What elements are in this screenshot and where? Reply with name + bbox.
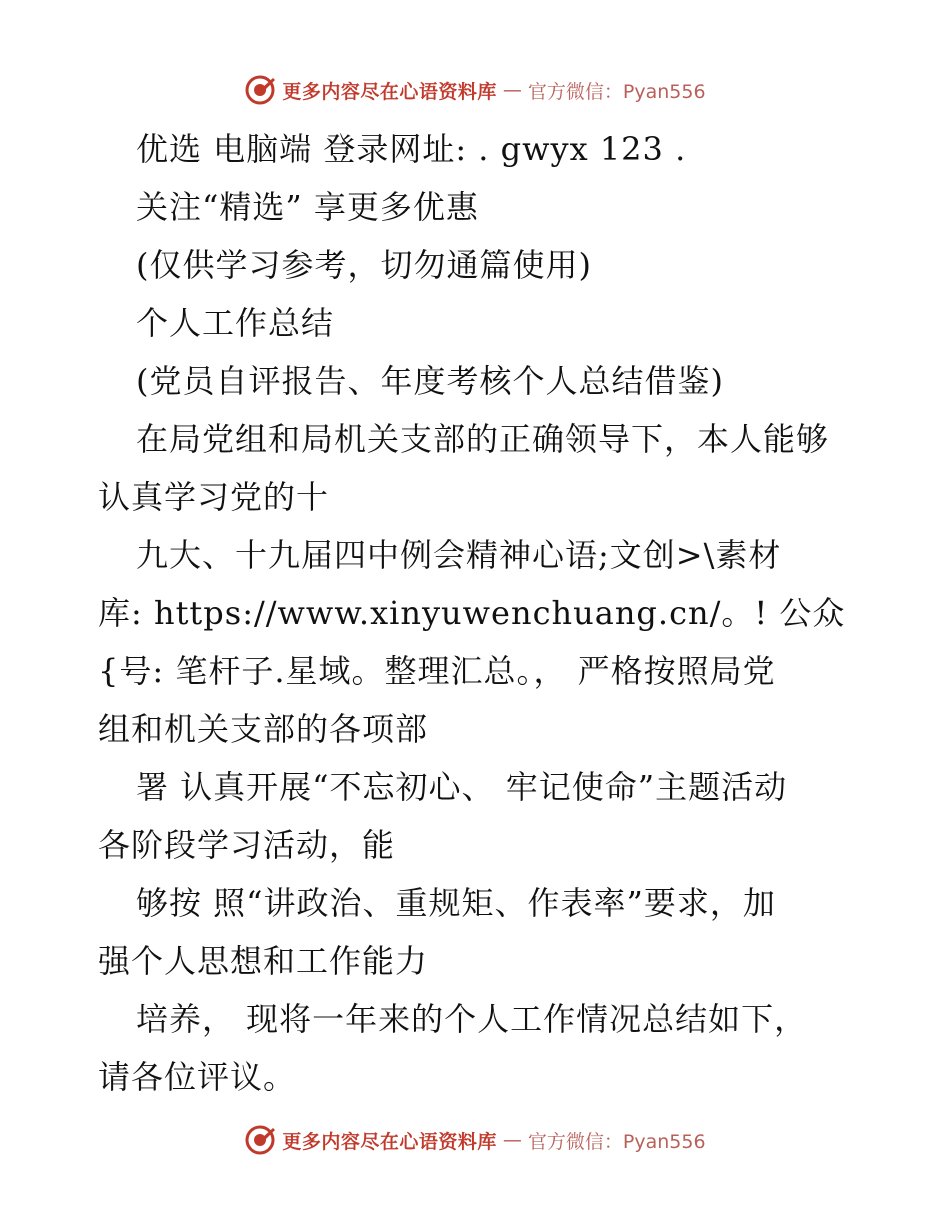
- doc-line: 认真学习党的十: [98, 478, 330, 516]
- doc-line: 请各位评议。: [98, 1058, 297, 1096]
- banner-separator: —: [502, 1129, 522, 1151]
- doc-line: 在局党组和局机关支部的正确领导下，本人能够: [136, 420, 830, 458]
- doc-line: (仅供学习参考，切勿通篇使用): [136, 246, 592, 284]
- doc-line: 关注“精选” 享更多优惠: [136, 188, 479, 226]
- red-circle-pen-logo-icon: [244, 1124, 276, 1156]
- doc-subtitle: (党员自评报告、年度考核个人总结借鉴): [136, 362, 724, 400]
- doc-line: 强个人思想和工作能力: [98, 942, 429, 980]
- banner-main-text: 更多内容尽在心语资料库: [282, 1130, 497, 1153]
- doc-line: {号: 笔杆子.星域。整理汇总。， 严格按照局党: [98, 652, 776, 690]
- banner-wechat-text: 官方微信：Pyan556: [527, 1130, 706, 1153]
- doc-title: 个人工作总结: [136, 304, 335, 342]
- doc-line: 组和机关支部的各项部: [98, 710, 429, 748]
- banner-separator: —: [502, 79, 522, 101]
- footer-banner: [0, 1120, 950, 1160]
- banner-main-text: 更多内容尽在心语资料库: [282, 80, 497, 103]
- doc-line: 九大、十九届四中例会精神心语;文创>\素材: [136, 536, 782, 574]
- doc-line: 各阶段学习活动，能: [98, 826, 396, 864]
- doc-line: 库: https://www.xinyuwenchuang.cn/。! 公众: [98, 594, 846, 632]
- doc-line: 够按 照“讲政治、重规矩、作表率”要求，加: [136, 884, 776, 922]
- document-body: [98, 120, 878, 1106]
- doc-line: 署 认真开展“不忘初心、 牢记使命”主题活动: [136, 768, 788, 806]
- doc-line: 培养， 现将一年来的个人工作情况总结如下，: [136, 1000, 808, 1038]
- header-banner: [0, 70, 950, 110]
- banner-wechat-text: 官方微信：Pyan556: [527, 80, 706, 103]
- doc-line: 优选 电脑端 登录网址: . gwyx 123 .: [136, 130, 687, 168]
- red-circle-pen-logo-icon: [244, 74, 276, 106]
